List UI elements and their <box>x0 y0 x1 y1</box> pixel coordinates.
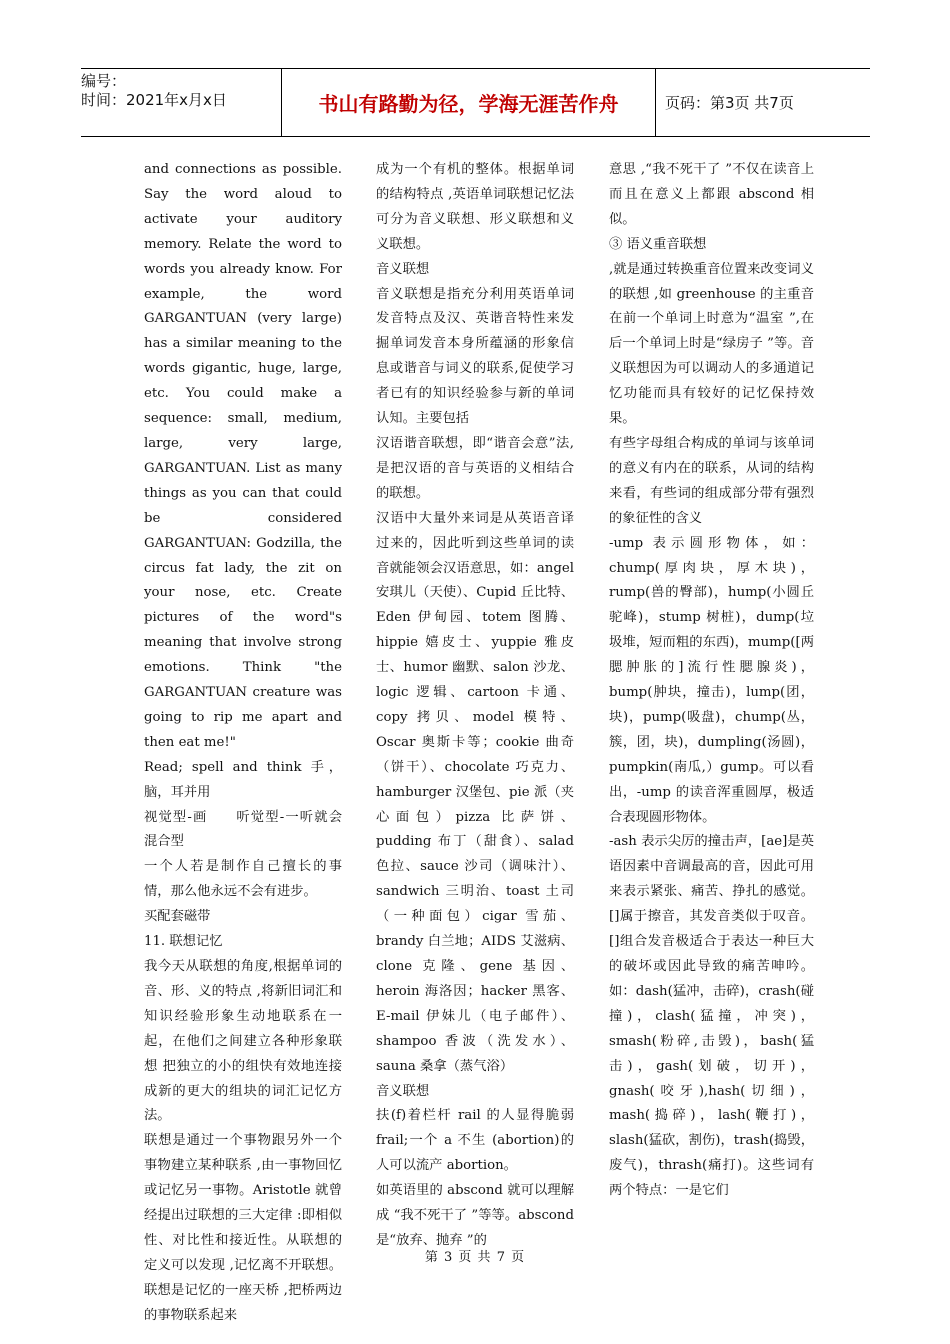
paragraph: 我今天从联想的角度,根据单词的音、形、义的特点 ,将新旧词汇和知识经验形象生动地联系在一起，在他们之间建立各种形象联想 把独立的小的组快有效地连接成新的更大的组块的词汇记忆方法。 <box>144 959 342 1124</box>
header-motto: 书山有路勤为径，学海无涯苦作舟 <box>281 69 656 136</box>
page-header <box>81 68 870 137</box>
section-heading: ③ 语义重音联想 <box>609 236 707 252</box>
paragraph: 一个人若是制作自己擅长的事情，那么他永远不会有进步。 <box>144 859 342 900</box>
paragraph: 意思 ,“我不死干了 ”不仅在读音上而且在意义上都跟 abscond 相似。 <box>609 162 814 227</box>
text-column-1 <box>144 158 356 1329</box>
text-column-3 <box>609 158 814 1204</box>
paragraph: ,就是通过转换重音位置来改变词义的联想 ,如 greenhouse 的主重音在前一个单词上时意为“温室 ”,在后一个单词上时是“绿房子 ”等。音义联想因为可以调动人的多通道记忆功能而具有较好的记忆保持效果。 <box>609 261 814 427</box>
paragraph: -ump 表示圆形物体，如：chump(厚肉块，厚木块)，rump(兽的臀部)，hump(小圆丘驼峰)，stump 树桩)，dump(垃圾堆，短而粗的东西)，mump([两腮肿胀的]流行性腮腺炎)，bump(肿块，撞击)，lump(团，块)，pump(吸盘)，chump(丛，簇，团，块)，dumpling(汤圆)，pumpkin(南瓜,）gump。可以看出，-ump 的读音浑重圆厚，极适合表现圆形物体。 <box>609 535 814 825</box>
header-meta <box>81 69 281 139</box>
paragraph: 汉语中大量外来词是从英语音译过来的，因此听到这些单词的读音就能领会汉语意思，如：angel 安琪儿（天使）、Cupid 丘比特、Eden 伊甸园、totem 图腾、hippie 嬉皮士、yuppie 雅皮士、humor 幽默、salon 沙龙、logic 逻辑、cartoon 卡通、copy 拷贝、model 模特、Oscar 奥斯卡等；cookie 曲奇（饼干）、chocolate 巧克力、hamburger 汉堡包、pie 派（夹心面包）pizza 比萨饼、pudding 布丁（甜食）、salad 色拉、sauce 沙司（调味汁）、sandwich 三明治、toast 土司（一种面包）cigar 雪茄、brandy 白兰地；AIDS 艾滋病、clone 克隆、gene 基因、heroin 海洛因；hacker 黑客、E-mail 伊妹儿（电子邮件）、shampoo 香波（洗发水）、sauna 桑拿（蒸气浴） <box>376 510 574 1074</box>
page-footer: 第 3 页 共 7 页 <box>424 1250 526 1265</box>
section-heading: 音义联想 <box>376 261 430 277</box>
paragraph: 联想是通过一个事物跟另外一个事物建立某种联系 ,由一事物回忆或记忆另一事物。Aristotle 就曾经提出过联想的三大定律 :即相似性、对比性和接近性。从联想的定义可以发现 ,记忆离不开联想。联想是记忆的一座天桥 ,把桥两边的事物联系起来 <box>144 1133 342 1323</box>
text-column-2 <box>376 158 574 1254</box>
paragraph: -ash 表示尖厉的撞击声，[ae]是英语因素中音调最高的音，因此可用来表示紧张、痛苦、挣扎的感觉。[]属于擦音，其发音类似于叹音。[]组合发音极适合于表达一种巨大的破坏或因此导致的痛苦呻吟。如：dash(猛冲，击碎)，crash(碰撞)，clash(猛撞，冲突)，smash(粉碎,击毁)，bash(猛击)，gash(划破，切开)，gnash(咬牙),hash(切细)，mash(捣碎)，lash(鞭打)，slash(猛砍，割伤)，trash(捣毁，废气)，thrash(痛打)。这些词有两个特点：一是它们 <box>609 834 814 1199</box>
paragraph: 有些字母组合构成的单词与该单词的意义有内在的联系，从词的结构来看，有些词的组成部分带有强烈的象征性的含义 <box>609 435 814 526</box>
paragraph: 买配套磁带 <box>144 909 211 925</box>
section-heading: 音义联想 <box>376 1083 430 1099</box>
paragraph: 扶(f)着栏杆 rail 的人显得脆弱 frail;一个 a 不生 (abortion)的人可以流产 abortion。 <box>376 1108 574 1174</box>
paragraph: 成为一个有机的整体。根据单词的结构特点 ,英语单词联想记忆法可分为音义联想、形义联想和义义联想。 <box>376 162 574 252</box>
paragraph: 音义联想是指充分利用英语单词发音特点及汉、英谐音特性来发掘单词发音本身所蕴涵的形象信息或谐音与词义的联系,促使学习者已有的知识经验参与新的单词认知。主要包括 <box>376 286 574 427</box>
paragraph: Read; spell and think 手，脑，耳并用 <box>144 759 342 800</box>
paragraph: 如英语里的 abscond 就可以理解成 “我不死干了 ”等等。abscond 是“放弃、抛弃 ”的 <box>376 1183 574 1248</box>
header-page-number: 页码：第3页 共7页 <box>665 94 794 112</box>
paragraph: and connections as possible. Say the word aloud to activate your auditory memory. Relate the word to words you already know. For example, the word GARGANTUAN (very large) has a similar meaning to the words gigantic, huge, large, etc. You could make a sequence: small, medium, large, very large, GARGANTUAN. List as many things as you can that could be considered GARGANTUAN: Godzilla, the circus fat lady, the zit on your nose, etc. Create pictures of the word"s meaning that involve strong emotions. Think "the GARGANTUAN creature was going to rip me apart and then eat me!" <box>144 162 342 750</box>
paragraph: 汉语谐音联想，即“谐音会意”法,是把汉语的音与英语的义相结合的联想。 <box>376 435 574 501</box>
doc-number-label: 编号： <box>81 72 127 90</box>
section-heading: 11. 联想记忆 <box>144 934 223 950</box>
doc-date-label: 时间：2021年x月x日 <box>81 91 227 109</box>
paragraph: 视觉型-画 听觉型-一听就会 混合型 <box>144 809 356 850</box>
